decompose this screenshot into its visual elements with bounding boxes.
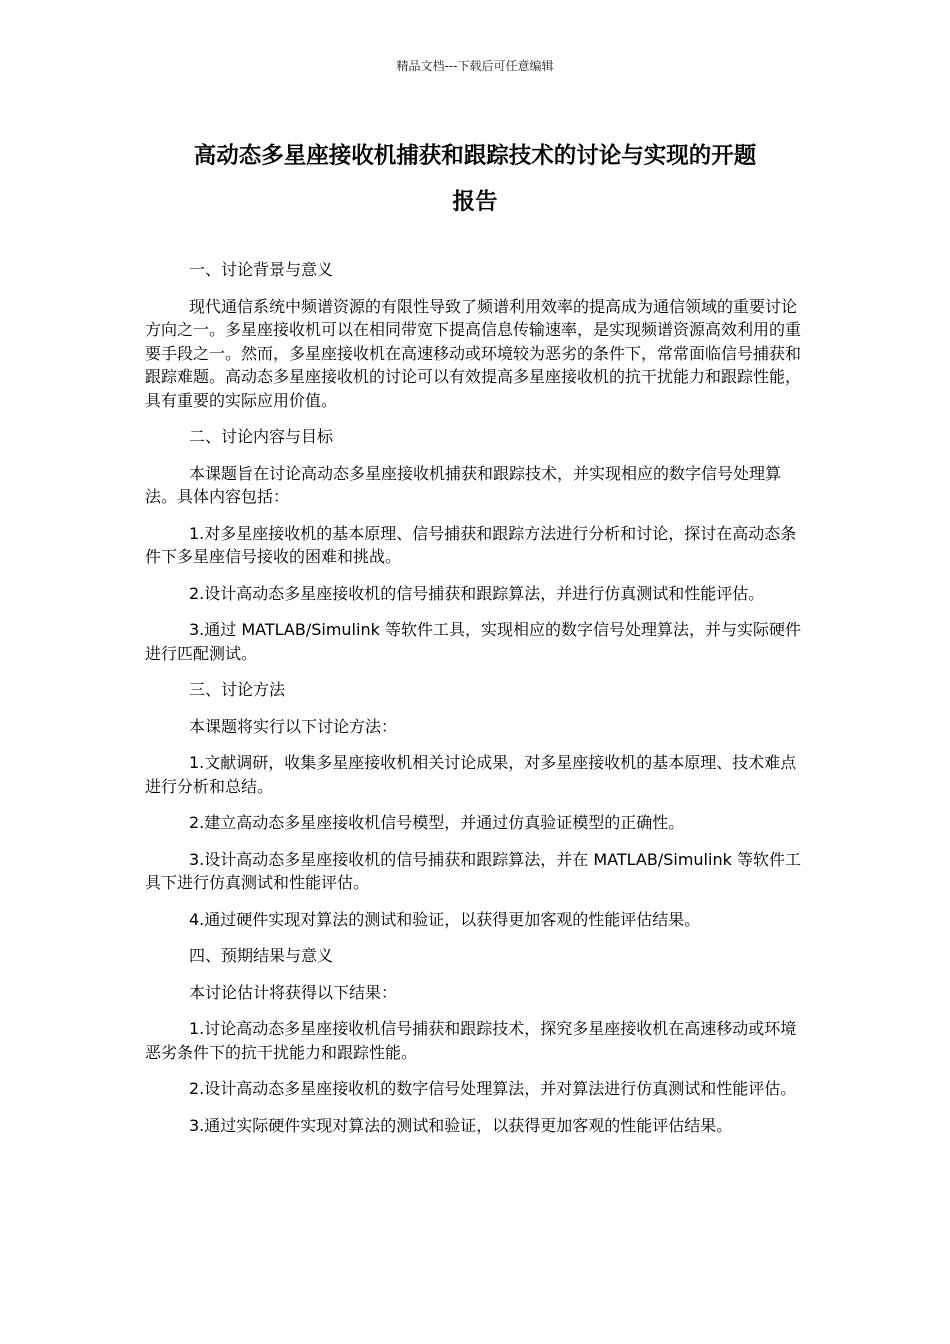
document-title-line-1: 高动态多星座接收机捕获和跟踪技术的讨论与实现的开题 <box>193 143 757 169</box>
section-heading-background: 一、讨论背景与意义 <box>189 260 334 279</box>
document-title <box>145 133 805 225</box>
list-item-methods-2: 2.建立高动态多星座接收机信号模型，并通过仿真验证模型的正确性。 <box>189 813 685 832</box>
list-item-results-2: 2.设计高动态多星座接收机的数字信号处理算法，并对算法进行仿真测试和性能评估。 <box>189 1079 797 1098</box>
list-item-content-2: 2.设计高动态多星座接收机的信号捕获和跟踪算法，并进行仿真测试和性能评估。 <box>189 583 765 603</box>
list-item-methods-4: 4.通过硬件实现对算法的测试和验证，以获得更加客观的性能评估结果。 <box>189 909 701 929</box>
document-title-line-2: 报告 <box>452 189 498 215</box>
list-item-results-3: 3.通过实际硬件实现对算法的测试和验证，以获得更加客观的性能评估结果。 <box>189 1115 733 1135</box>
section-heading-results: 四、预期结果与意义 <box>189 946 334 965</box>
paragraph-content-intro: 本课题旨在讨论高动态多星座接收机捕获和跟踪技术，并实现相应的数字信号处理算法。具体内容包括： <box>145 463 782 506</box>
list-item-results-1: 1.讨论高动态多星座接收机信号捕获和跟踪技术，探究多星座接收机在高速移动或环境恶劣条件下的抗干扰能力和跟踪性能。 <box>145 1019 797 1062</box>
section-heading-methods: 三、讨论方法 <box>189 680 286 699</box>
section-heading-content: 二、讨论内容与目标 <box>189 427 334 446</box>
list-item-content-1: 1.对多星座接收机的基本原理、信号捕获和跟踪方法进行分析和讨论，探讨在高动态条件下多星座信号接收的困难和挑战。 <box>145 523 797 566</box>
list-item-methods-1: 1.文献调研，收集多星座接收机相关讨论成果，对多星座接收机的基本原理、技术难点进行分析和总结。 <box>145 753 797 796</box>
list-item-content-3: 3.通过 MATLAB/Simulink 等软件工具，实现相应的数字信号处理算法，并与实际硬件进行匹配测试。 <box>145 620 801 663</box>
paragraph-results-intro: 本讨论估计将获得以下结果： <box>189 982 398 1002</box>
list-item-methods-3: 3.设计高动态多星座接收机的信号捕获和跟踪算法，并在 MATLAB/Simulink 等软件工具下进行仿真测试和性能评估。 <box>145 849 801 892</box>
paragraph-methods-intro: 本课题将实行以下讨论方法： <box>189 716 398 736</box>
paragraph-background: 现代通信系统中频谱资源的有限性导致了频谱利用效率的提高成为通信领域的重要讨论方向之一。多星座接收机可以在相同带宽下提高信息传输速率，是实现频谱资源高效利用的重要手段之一。然而，多星座接收机在高速移动或环境较为恶劣的条件下，常常面临信号捕获和跟踪难题。高动态多星座接收机的讨论可以有效提高多星座接收机的抗干扰能力和跟踪性能，具有重要的实际应用价值。 <box>145 296 802 410</box>
header-note: 精品文档---下载后可任意编辑 <box>396 59 554 73</box>
document-body <box>145 258 807 1150</box>
